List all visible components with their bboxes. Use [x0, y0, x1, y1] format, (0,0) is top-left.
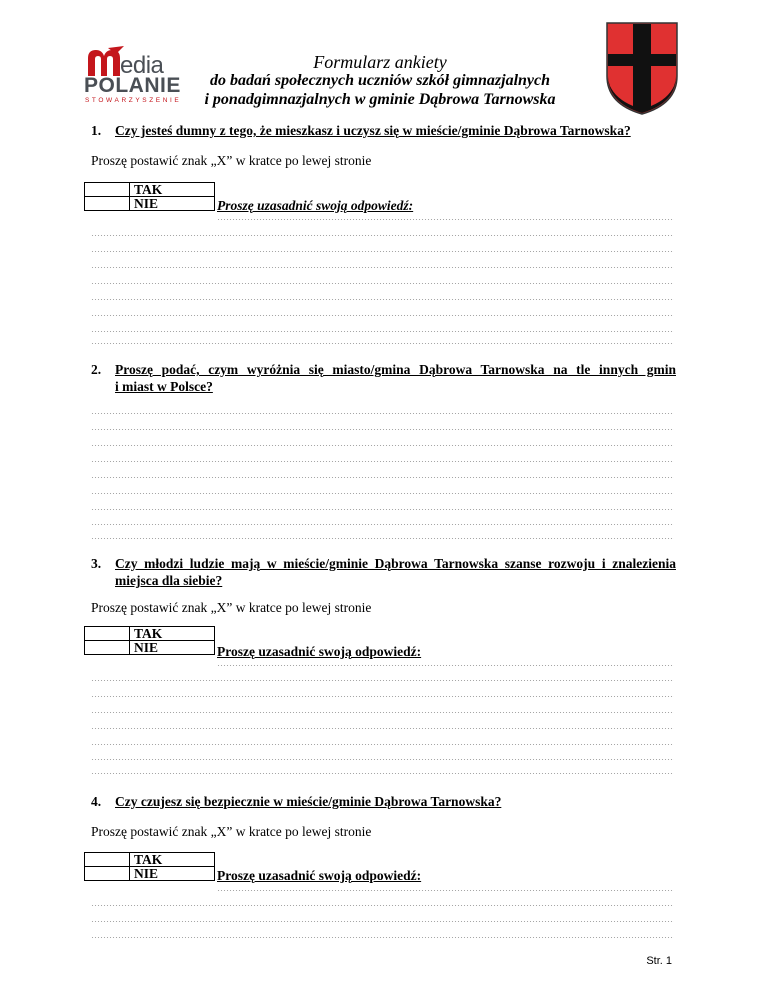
logo-name: POLANIE	[84, 74, 181, 97]
answer-line[interactable]	[91, 905, 674, 906]
answer-line[interactable]	[91, 712, 674, 713]
answer-line[interactable]	[91, 413, 674, 414]
answer-line[interactable]	[91, 461, 674, 462]
answer-line[interactable]	[91, 538, 674, 539]
question-text-cont: miejsca dla siebie?	[115, 573, 223, 588]
answer-line[interactable]	[91, 773, 674, 774]
question-number: 2.	[91, 362, 102, 377]
answer-line[interactable]	[91, 759, 674, 760]
answer-line[interactable]	[91, 728, 674, 729]
instruction-text: Proszę postawić znak „X” w kratce po lewej stronie	[91, 600, 372, 615]
answer-line[interactable]	[91, 744, 674, 745]
nie-checkbox[interactable]	[85, 867, 130, 881]
question-number: 1.	[91, 123, 102, 138]
page-number: Str. 1	[646, 955, 672, 967]
tak-label: TAK	[130, 627, 215, 641]
media-polanie-logo	[84, 44, 189, 104]
answer-line[interactable]	[91, 283, 674, 284]
tak-label: TAK	[130, 853, 215, 867]
answer-line[interactable]	[91, 315, 674, 316]
instruction-text: Proszę postawić znak „X” w kratce po lewej stronie	[91, 824, 372, 839]
answer-line[interactable]	[91, 937, 674, 938]
nie-label: NIE	[130, 197, 215, 211]
tak-checkbox[interactable]	[85, 627, 130, 641]
instruction-text: Proszę postawić znak „X” w kratce po lewej stronie	[91, 153, 372, 168]
answer-line[interactable]	[91, 299, 674, 300]
page-subtitle-line1: do badań społecznych uczniów szkół gimnazjalnych	[209, 72, 551, 89]
answer-line[interactable]	[91, 429, 674, 430]
logo-wordmark: edia	[120, 52, 164, 79]
tak-label: TAK	[130, 183, 215, 197]
nie-checkbox[interactable]	[85, 197, 130, 211]
tak-checkbox[interactable]	[85, 853, 130, 867]
nie-label: NIE	[130, 641, 215, 655]
page-title: Formularz ankiety	[313, 52, 447, 72]
answer-line[interactable]	[91, 343, 674, 344]
answer-line[interactable]	[91, 493, 674, 494]
answer-line[interactable]	[217, 665, 674, 666]
tak-checkbox[interactable]	[85, 183, 130, 197]
justify-label: Proszę uzasadnić swoją odpowiedź:	[217, 868, 422, 883]
question-3	[91, 555, 676, 589]
answer-line[interactable]	[91, 251, 674, 252]
page-subtitle-line2: i ponadgimnazjalnych w gminie Dąbrowa Tarnowska	[204, 91, 556, 108]
justify-label: Proszę uzasadnić swoją odpowiedź:	[217, 644, 422, 659]
question-text: Czy młodzi ludzie mają w mieście/gminie Dąbrowa Tarnowska szanse rozwoju i znalezienia	[115, 556, 676, 571]
question-text: Czy jesteś dumny z tego, że mieszkasz i uczysz się w mieście/gminie Dąbrowa Tarnowska?	[115, 123, 631, 138]
answer-line[interactable]	[91, 680, 674, 681]
answer-line[interactable]	[217, 890, 674, 891]
answer-line[interactable]	[91, 696, 674, 697]
question-number: 4.	[91, 794, 102, 809]
answer-line[interactable]	[91, 477, 674, 478]
question-4	[91, 793, 676, 810]
nie-checkbox[interactable]	[85, 641, 130, 655]
answer-line[interactable]	[217, 219, 674, 220]
question-2	[91, 361, 676, 395]
answer-line[interactable]	[91, 235, 674, 236]
justify-label: Proszę uzasadnić swoją odpowiedź:	[217, 198, 414, 213]
answer-line[interactable]	[91, 331, 674, 332]
answer-checkbox-table	[84, 182, 215, 211]
answer-line[interactable]	[91, 921, 674, 922]
question-text-cont: i miast w Polsce?	[115, 379, 213, 394]
answer-line[interactable]	[91, 524, 674, 525]
answer-checkbox-table	[84, 626, 215, 655]
question-text: Proszę podać, czym wyróżnia się miasto/gmina Dąbrowa Tarnowska na tle innych gmin	[115, 362, 676, 377]
answer-line[interactable]	[91, 445, 674, 446]
coat-of-arms-icon	[604, 20, 680, 116]
question-text: Czy czujesz się bezpiecznie w mieście/gminie Dąbrowa Tarnowska?	[115, 794, 502, 809]
logo-subtitle: STOWARZYSZENIE	[85, 97, 182, 104]
question-1	[91, 122, 676, 139]
answer-line[interactable]	[91, 267, 674, 268]
answer-checkbox-table	[84, 852, 215, 881]
question-number: 3.	[91, 556, 102, 571]
nie-label: NIE	[130, 867, 215, 881]
answer-line[interactable]	[91, 509, 674, 510]
